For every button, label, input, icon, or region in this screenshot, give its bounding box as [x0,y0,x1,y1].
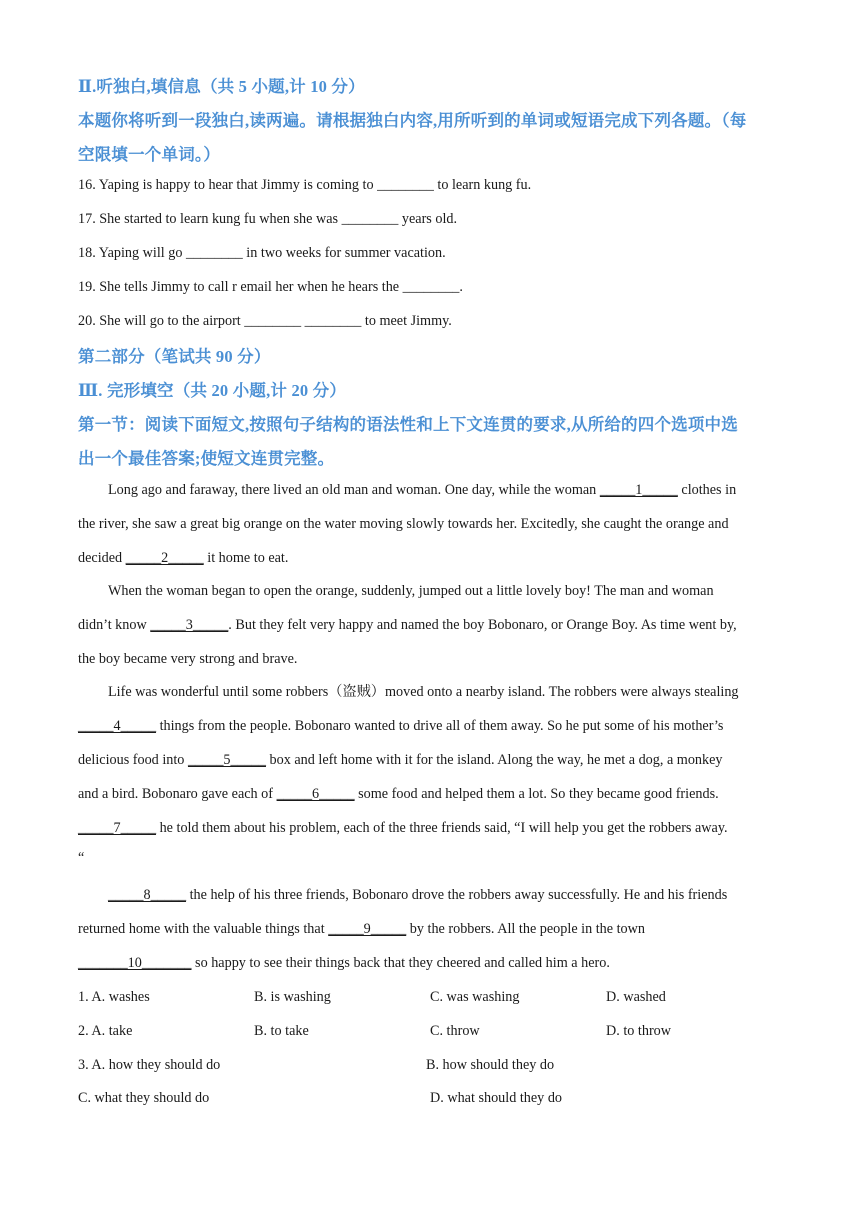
passage-text: things from the people. Bobonaro wanted to drive all of them away. So he put some of his mother’s [156,718,724,734]
section-3-title: Ⅲ. 完形填空（共 20 小题,计 20 分） [78,381,347,400]
option-3a: 3. A. how they should do [78,1057,221,1073]
passage-line: Life was wonderful until some robbers（盗贼）moved onto a nearby island. The robbers were always stealing [108,684,739,700]
section-2-instructions-line-2: 空限填一个单词。） [78,145,221,164]
passage-line: “ [78,850,85,866]
option-2b: B. to take [254,1023,309,1039]
passage-text: decided [78,550,126,566]
passage-line [78,953,610,973]
passage-line [78,716,723,736]
blank-2: _____2_____ [125,550,204,566]
blank-10: _______10_______ [78,955,192,971]
section-2-instructions-line-1: 本题你将听到一段独白,读两遍。请根据独白内容,用所听到的单词或短语完成下列各题。（每 [78,111,747,130]
passage-text: box and left home with it for the island. Along the way, he met a dog, a monkey [265,752,723,768]
passage-line [78,615,737,635]
passage-line: When the woman began to open the orange, suddenly, jumped out a little lovely boy! The man and woman [108,583,714,599]
passage-line [78,784,719,804]
passage-line [78,919,645,939]
blank-9: _____9_____ [328,921,407,937]
blank-1: _____1_____ [599,482,678,498]
option-1c: C. was washing [430,989,520,1005]
section-3-instructions-line-2: 出一个最佳答案;使短文连贯完整。 [78,449,335,468]
passage-text: it home to eat. [203,550,289,566]
passage-text: Long ago and faraway, there lived an old man and woman. One day, while the woman [108,482,600,498]
passage-text: the help of his three friends, Bobonaro drove the robbers away successfully. He and his friends [186,887,728,903]
option-3c: C. what they should do [78,1090,210,1106]
blank-8: _____8_____ [108,887,187,903]
passage-text: clothes in [677,482,737,498]
section-3-instructions-line-1: 第一节：阅读下面短文,按照句子结构的语法性和上下文连贯的要求,从所给的四个选项中选 [78,415,738,434]
option-3b: B. how should they do [426,1057,555,1073]
part-2-title: 第二部分（笔试共 90 分） [78,347,271,366]
blank-3: _____3_____ [150,617,229,633]
passage-text: by the robbers. All the people in the town [406,921,645,937]
question-16: 16. Yaping is happy to hear that Jimmy is coming to ________ to learn kung fu. [78,177,532,193]
option-1b: B. is washing [254,989,331,1005]
option-3d: D. what should they do [430,1090,563,1106]
option-1a: 1. A. washes [78,989,150,1005]
blank-7: _____7_____ [78,820,157,836]
question-18: 18. Yaping will go ________ in two weeks for summer vacation. [78,245,446,261]
section-2-title: Ⅱ.听独白,填信息（共 5 小题,计 10 分） [78,77,365,96]
passage-line [78,548,288,568]
blank-6: _____6_____ [276,786,355,802]
passage-line [78,818,728,838]
question-20: 20. She will go to the airport ________ ________ to meet Jimmy. [78,313,452,329]
option-2d: D. to throw [606,1023,672,1039]
blank-4: _____4_____ [78,718,157,734]
question-19: 19. She tells Jimmy to call r email her when he hears the ________. [78,279,463,295]
passage-text: didn’t know [78,617,151,633]
passage-line: the river, she saw a great big orange on the water moving slowly towards her. Excitedly, she caught the orange and [78,516,729,532]
passage-text: . But they felt very happy and named the boy Bobonaro, or Orange Boy. As time went by, [228,617,737,633]
passage-line [78,750,723,770]
passage-text: he told them about his problem, each of the three friends said, “I will help you get the robbers away. [156,820,728,836]
option-2c: C. throw [430,1023,480,1039]
passage-text: some food and helped them a lot. So they became good friends. [354,786,719,802]
passage-text: and a bird. Bobonaro gave each of [78,786,277,802]
option-1d: D. washed [606,989,666,1005]
option-2a: 2. A. take [78,1023,133,1039]
passage-text: delicious food into [78,752,188,768]
passage-text: so happy to see their things back that they cheered and called him a hero. [191,955,610,971]
passage-line [108,480,736,500]
passage-text: returned home with the valuable things that [78,921,329,937]
passage-line: the boy became very strong and brave. [78,651,298,667]
blank-5: _____5_____ [187,752,266,768]
passage-line [108,885,727,905]
question-17: 17. She started to learn kung fu when she was ________ years old. [78,211,458,227]
